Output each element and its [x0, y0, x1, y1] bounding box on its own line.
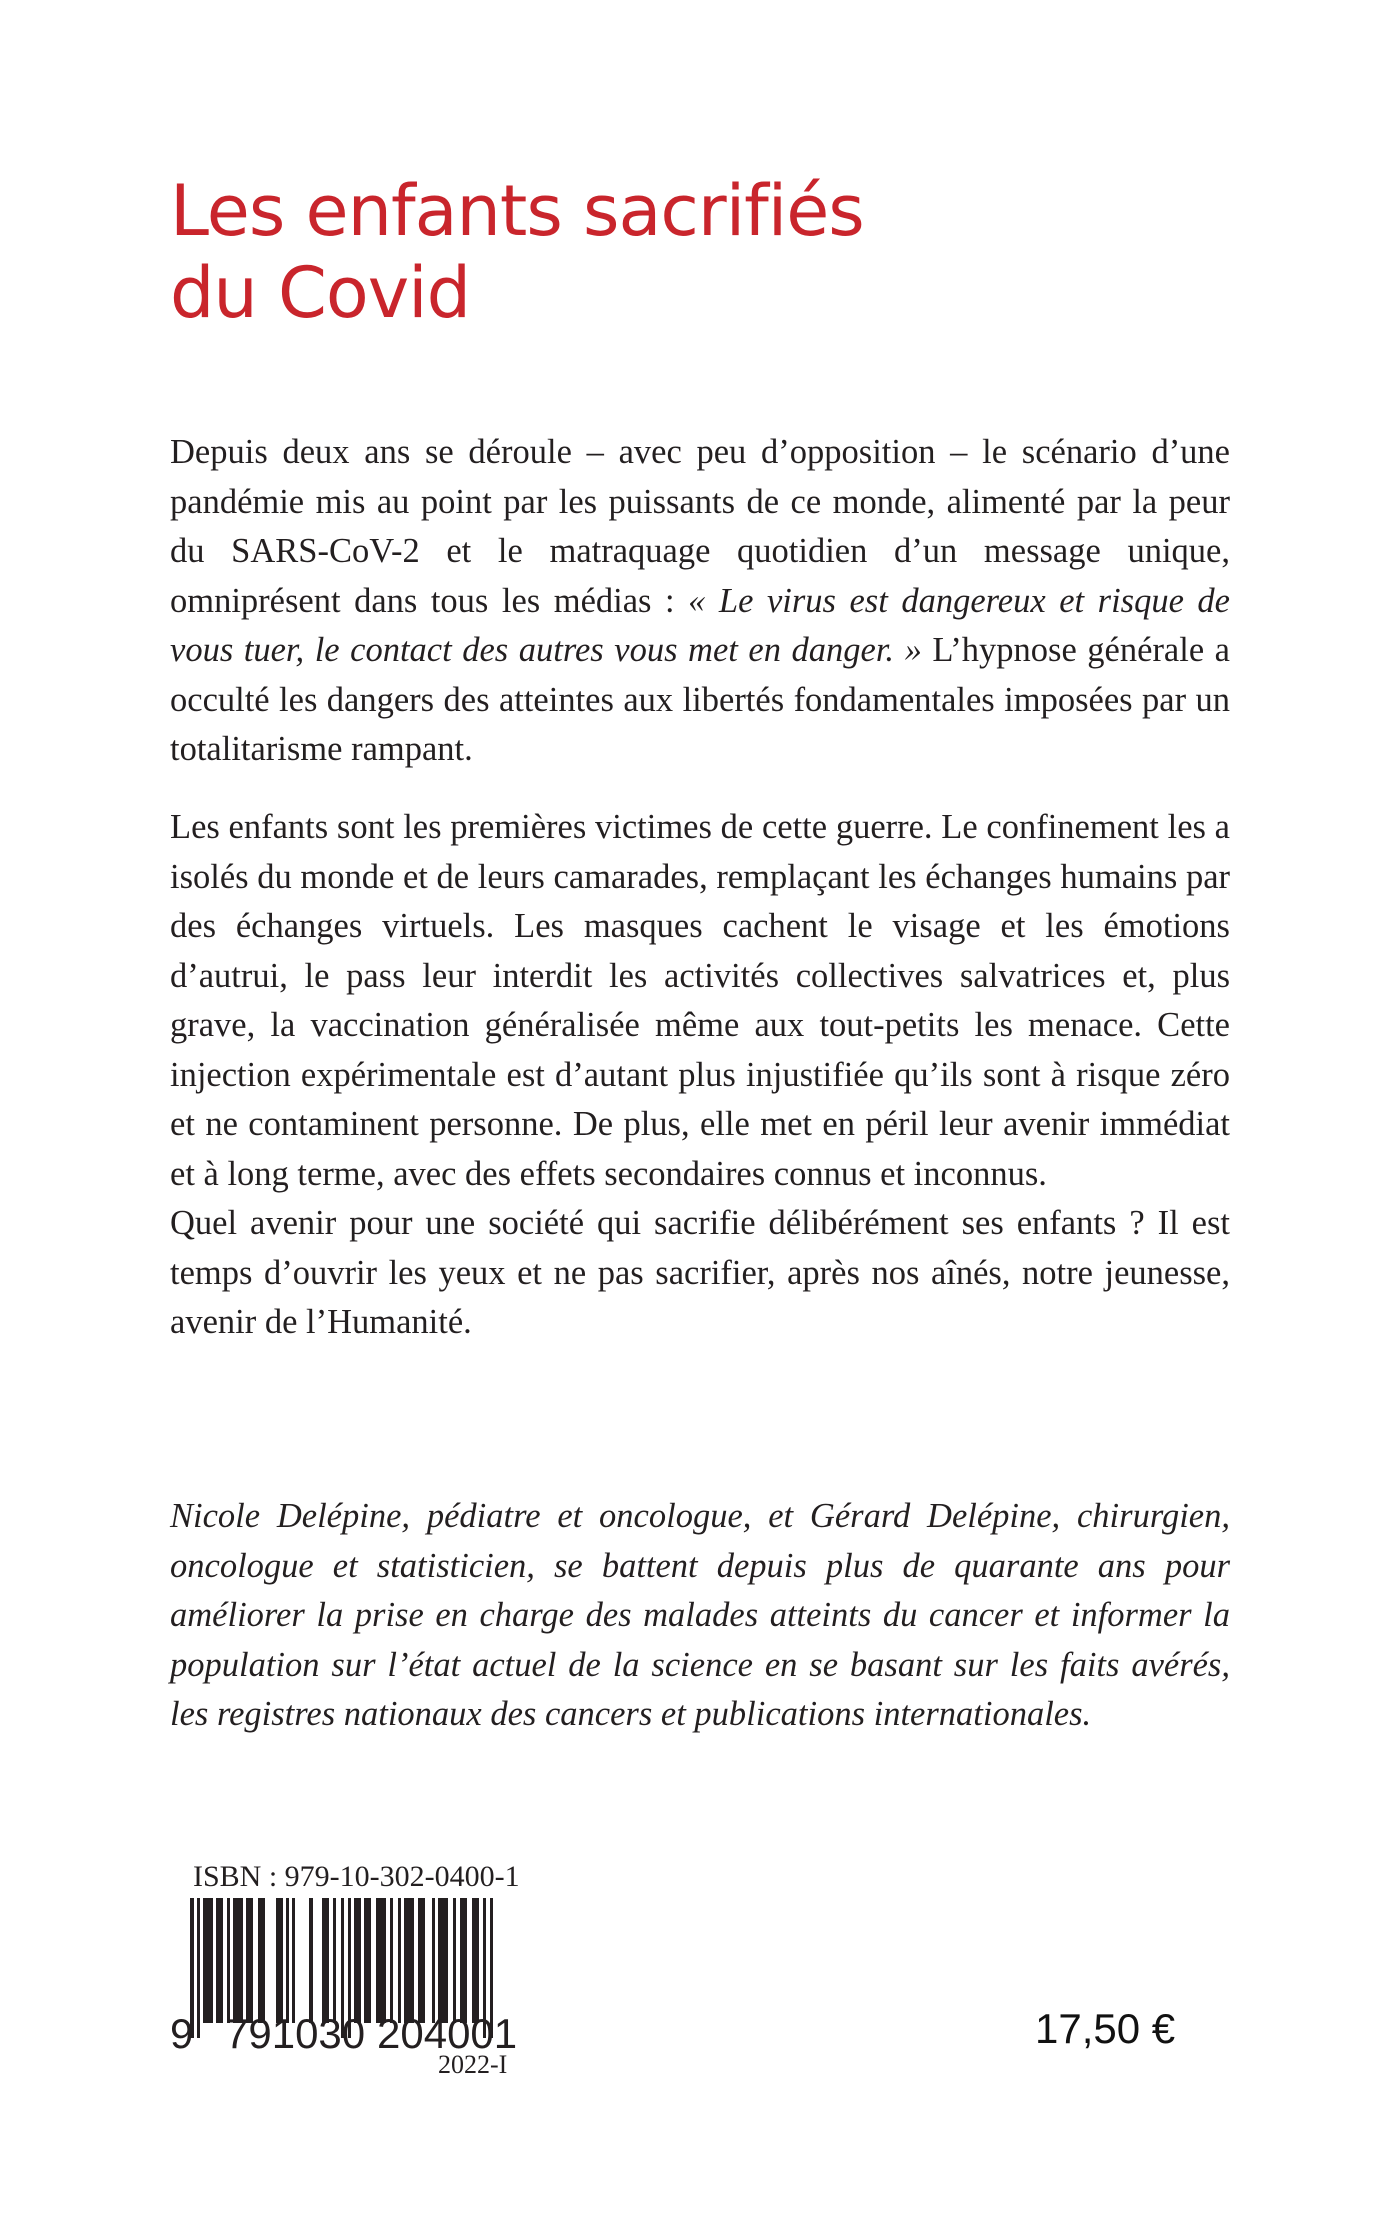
book-title-line-2: du Covid [170, 252, 471, 334]
author-bio [170, 1492, 1230, 1740]
summary-text: Depuis deux ans se déroule – avec peu d’opposition – le scénario d’une pandémie mis au point par les puissants de ce monde, alimenté par la peur du SARS-CoV-2 et le matraquage quotidien d’un message unique, omniprésent dans tous les médias : [170, 433, 1230, 620]
author-bio-text: Nicole Delépine, pédiatre et oncologue, et Gérard Delépine, chirurgien, oncologue et statisticien, se battent depuis plus de quarante ans pour améliorer la prise en charge des malades atteints du cancer et informer la population sur l’état actuel de la science en se basant sur les faits avérés, les registres nationaux des cancers et publications internationales. [170, 1497, 1230, 1733]
book-title [170, 170, 864, 334]
edition-code: 2022-I [438, 2050, 508, 2079]
summary-paragraph-1 [170, 428, 1230, 775]
isbn-label: ISBN : 979-10-302-0400-1 [193, 1860, 520, 1893]
barcode-digits-right: 204001 [377, 2010, 518, 2057]
summary-text-children: Les enfants sont les premières victimes de cette guerre. Le confinement les a isolés du monde et de leurs camarades, remplaçant les échanges humains par des échanges virtuels. Les masques cachent le visage et les émotions d’autrui, le pass leur interdit les activités collectives salvatrices et, plus grave, la vaccination généralisée même aux tout-petits les menace. Cette injection expérimentale est d’autant plus injustifiée qu’ils sont à risque zéro et ne contaminent personne. De plus, elle met en péril leur avenir immédiat et à long terme, avec des effets secondaires connus et inconnus. [170, 808, 1230, 1193]
barcode-digits-left: 791030 [225, 2010, 366, 2057]
barcode-digit-prefix: 9 [170, 2010, 194, 2057]
book-title-line-1: Les enfants sacrifiés [170, 170, 864, 252]
summary-text-continued: L’hypnose générale a occulté les dangers des atteintes aux libertés fondamentales imposées par un totalitarisme rampant. [170, 631, 1230, 768]
quote-text: « Le virus est dangereux et risque de vous tuer, le contact des autres vous met en danger. » [170, 581, 1230, 669]
summary-text-question: Quel avenir pour une société qui sacrifie délibérément ses enfants ? Il est temps d’ouvrir les yeux et ne pas sacrifier, après nos aînés, notre jeunesse, avenir de l’Humanité. [170, 1204, 1230, 1341]
summary-paragraph-2 [170, 803, 1230, 1348]
price: 17,50 € [1035, 2005, 1176, 2052]
